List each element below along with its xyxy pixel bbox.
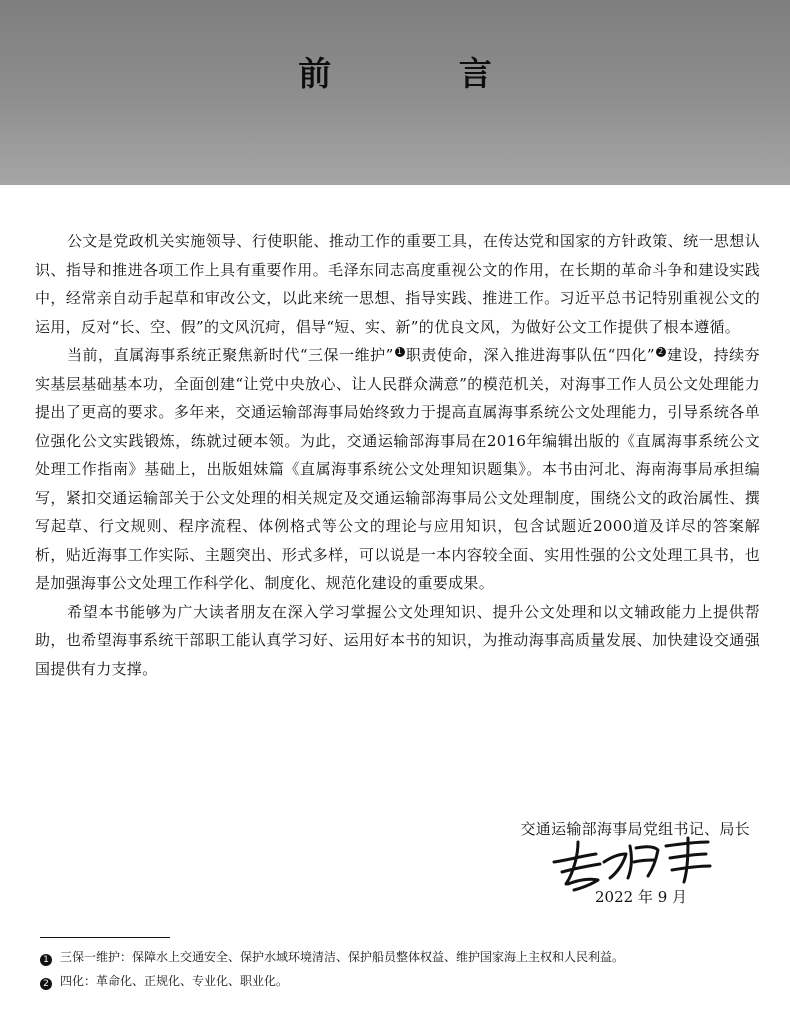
- header-band: [0, 0, 790, 185]
- footnote-mark-2: 2: [40, 978, 52, 990]
- footnote-ref-2[interactable]: 2: [656, 347, 666, 357]
- footnote-2: [40, 973, 288, 990]
- paragraph-1: 公文是党政机关实施领导、行使职能、推动工作的重要工具，在传达党和国家的方针政策、统一思想认识、指导和推进各项工作上具有重要作用。毛泽东同志高度重视公文的作用，在长期的革命斗争和建设实践中，经常亲自动手起草和审改公文，以此来统一思想、指导实践、推进工作。习近平总书记特别重视公文的运用，反对“长、空、假”的文风沉疴，倡导“短、实、新”的优良文风，为做好公文工作提供了根本遵循。: [35, 232, 760, 336]
- paragraph-2-part-a: 当前，直属海事系统正聚焦新时代“三保一维护”: [67, 346, 394, 364]
- footnote-divider: [40, 937, 170, 938]
- footnote-text-1: 三保一维护：保障水上交通安全、保护水域环境清洁、保护船员整体权益、维护国家海上主权和人民利益。: [60, 950, 625, 964]
- handwritten-signature: [548, 832, 718, 892]
- footnote-mark-1: 1: [40, 954, 52, 966]
- preface-body: [35, 227, 760, 683]
- paragraph-2-part-b: 职责使命，深入推进海事队伍“四化”: [405, 346, 655, 364]
- footnote-ref-1[interactable]: 1: [395, 347, 405, 357]
- paragraph-2-part-c: 建设，持续夯实基层基础基本功，全面创建“让党中央放心、让人民群众满意”的模范机关，对海事工作人员公文处理能力提出了更高的要求。多年来，交通运输部海事局始终致力于提高直属海事系统公文处理能力，引导系统各单位强化公文实践锻炼，练就过硬本领。为此，交通运输部海事局在2016年编辑出版的《直属海事系统公文处理工作指南》基础上，出版姐妹篇《直属海事系统公文处理知识题集》。本书由河北、海南海事局承担编写，紧扣交通运输部关于公文处理的相关规定及交通运输部海事局公文处理制度，围绕公文的政治属性、撰写起草、行文规则、程序流程、体例格式等公文的理论与应用知识，包含试题近2000道及详尽的答案解析，贴近海事工作实际、主题突出、形式多样，可以说是一本内容较全面、实用性强的公文处理工具书，也是加强海事公文处理工作科学化、制度化、规范化建设的重要成果。: [35, 346, 760, 592]
- paragraph-3: 希望本书能够为广大读者朋友在深入学习掌握公文处理知识、提升公文处理和以文辅政能力上提供帮助，也希望海事系统干部职工能认真学习好、运用好本书的知识，为推动海事高质量发展、加快建设交通强国提供有力支撑。: [35, 602, 760, 678]
- footnote-1: [40, 949, 624, 966]
- page-title: 前 言: [298, 54, 550, 93]
- signoff-date: 2022 年 9 月: [595, 888, 688, 906]
- paragraph-2: [35, 341, 760, 598]
- signatory-title: 交通运输部海事局党组书记、局长: [520, 820, 750, 838]
- footnote-text-2: 四化：革命化、正规化、专业化、职业化。: [60, 974, 289, 988]
